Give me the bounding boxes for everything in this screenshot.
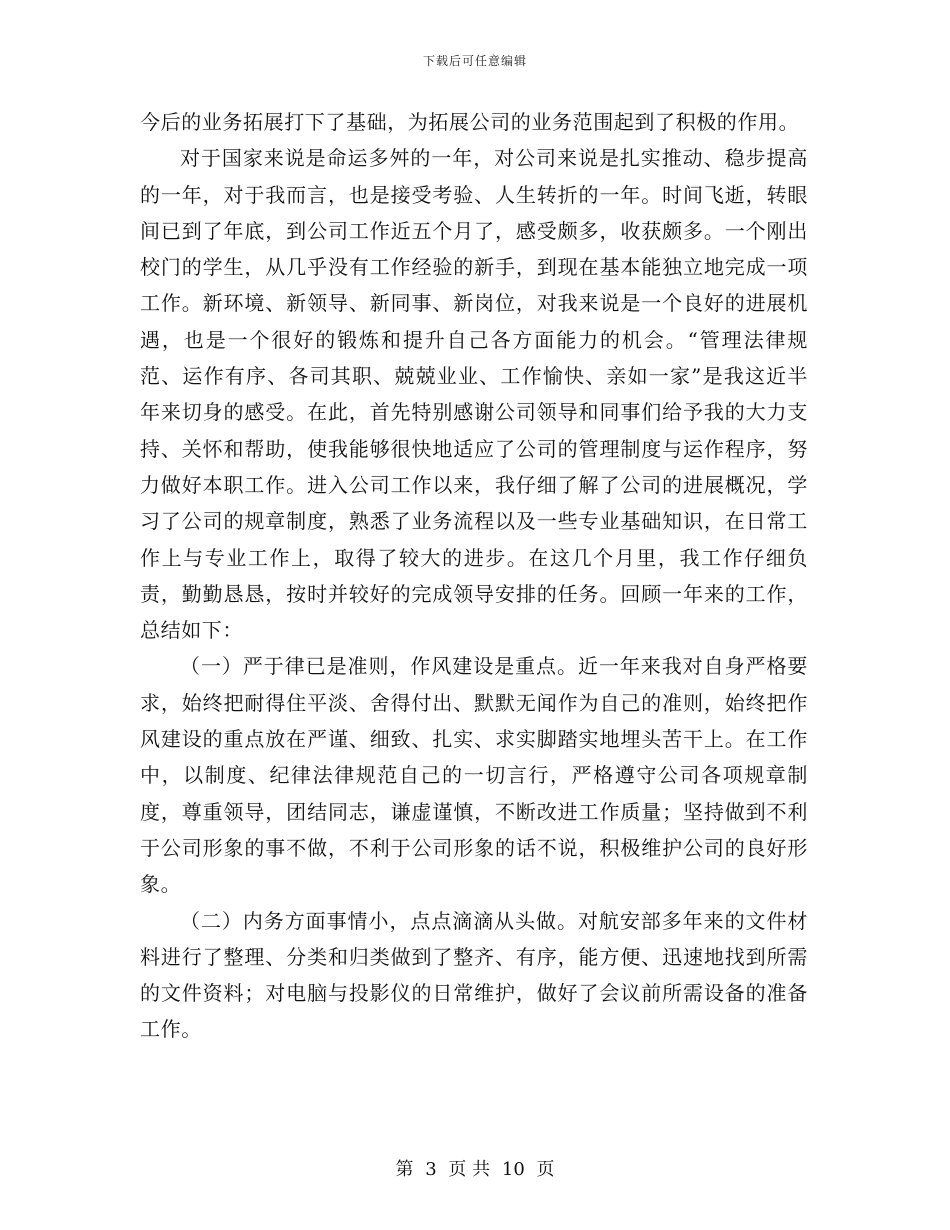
paragraph-intro: 对于国家来说是命运多舛的一年，对公司来说是扎实推动、稳步提高的一年，对于我而言，也是接受考验、人生转折的一年。时间飞逝，转眼间已到了年底，到公司工作近五个月了，感受颇多，收获颇多。一个刚出校门的学生，从几乎没有工作经验的新手，到现在基本能独立地完成一项工作。新环境、新领导、新同事、新岗位，对我来说是一个良好的进展机遇，也是一个很好的锻炼和提升自己各方面能力的机会。“管理法律规范、运作有序、各司其职、兢兢业业、工作愉快、亲如一家”是我这近半年来切身的感受。在此，首先特别感谢公司领导和同事们给予我的大力支持、关怀和帮助，使我能够很快地适应了公司的管理制度与运作程序，努力做好本职工作。进入公司工作以来，我仔细了解了公司的进展概况，学习了公司的规章制度，熟悉了业务流程以及一些专业基础知识，在日常工作上与专业工作上，取得了较大的进步。在这几个月里，我工作仔细负责，勤勤恳恳，按时并较好的完成领导安排的任务。回顾一年来的工作，总结如下： bbox=[140, 146, 808, 643]
paragraph-continuation: 今后的业务拓展打下了基础，为拓展公司的业务范围起到了积极的作用。 bbox=[140, 110, 800, 134]
page-header: 下载后可任意编辑 bbox=[422, 54, 527, 68]
footer-current-page: 3 bbox=[425, 1159, 437, 1180]
footer-suffix: 页 bbox=[536, 1159, 555, 1180]
document-body bbox=[140, 104, 808, 1048]
paragraph-section-2: （二）内务方面事情小，点点滴滴从头做。对航安部多年来的文件材料进行了整理、分类和归类做到了整齐、有序，能方便、迅速地找到所需的文件资料；对电脑与投影仪的日常维护，做好了会议前所需设备的准备工作。 bbox=[140, 908, 808, 1042]
footer-prefix: 第 bbox=[395, 1159, 414, 1180]
footer-middle: 页 共 bbox=[448, 1159, 491, 1180]
paragraph-section-1: （一）严于律已是准则，作风建设是重点。近一年来我对自身严格要求，始终把耐得住平淡、舍得付出、默默无闻作为自己的准则，始终把作风建设的重点放在严谨、细致、扎实、求实脚踏实地埋头苦干上。在工作中，以制度、纪律法律规范自己的一切言行，严格遵守公司各项规章制度，尊重领导，团结同志，谦虚谨慎，不断改进工作质量；坚持做到不利于公司形象的事不做，不利于公司形象的话不说，积极维护公司的良好形象。 bbox=[140, 654, 808, 897]
page-footer bbox=[0, 1155, 950, 1181]
footer-total-pages: 10 bbox=[501, 1159, 525, 1180]
